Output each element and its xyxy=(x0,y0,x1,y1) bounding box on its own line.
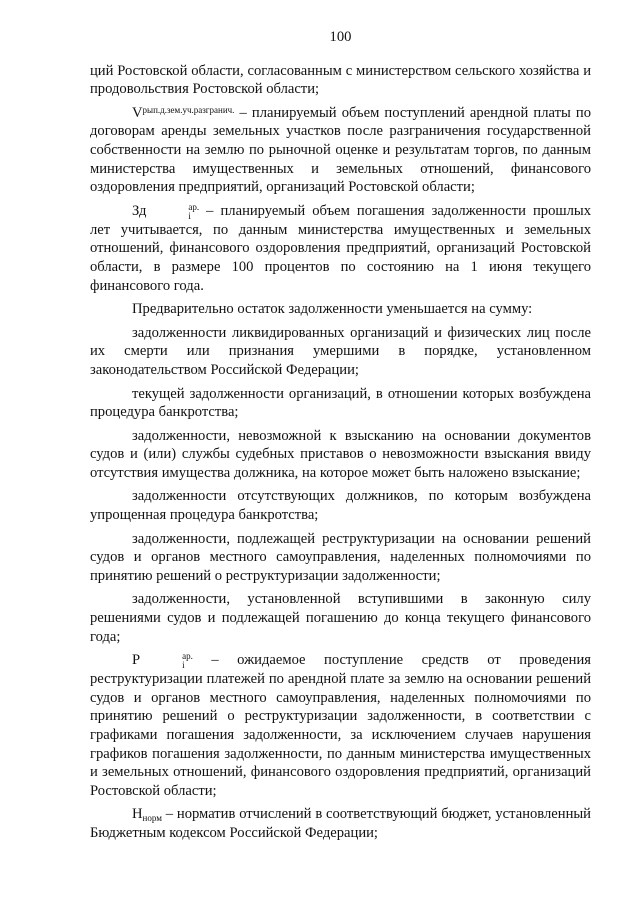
formula-superscript: ар. xyxy=(182,651,193,662)
paragraph-text: задолженности, подлежащей реструктуризации на основании решений судов и органов местного самоуправления, наделенных полномочиями по принятию решений о реструктуризации задолженности; xyxy=(90,530,591,584)
definition-p-restructuring xyxy=(90,651,591,800)
definition-v-rent xyxy=(90,104,591,197)
formula-symbol: V xyxy=(132,104,143,121)
formula-subscript: i xyxy=(188,210,191,221)
list-item-restructuring xyxy=(90,530,591,586)
formula-symbol: P xyxy=(132,652,141,669)
definition-n-norm xyxy=(90,805,591,842)
formula-symbol: Н xyxy=(132,806,143,823)
definition-text: – планируемый объем погашения задолженности прошлых лет учитывается, по данным министерства имущественных и земельных отношений, финансового оздоровления предприятий, организаций Ростовской области, в размере 100 процентов по состоянию на 1 июня текущего финансового года. xyxy=(90,202,591,294)
page-number: 100 xyxy=(329,29,352,45)
definition-text: – планируемый объем поступлений арендной платы по договорам аренды земельных участков после разграничения государственной собственности на землю по рыночной оценке и результатам торгов, по данным министерства имущественных и земельных отношений, финансового оздоровления предприятий, организаций Ростовской области; xyxy=(90,104,591,196)
definition-text: – ожидаемое поступление средств от проведения реструктуризации платежей по арендной плате за землю на основании решений судов и органов местного самоуправления, наделенных полномочиями по принятию решений о реструктуризации задолженности, в соответствии с графиками погашения задолженности, за исключением случаев нарушения графиков погашения задолженности, по данным министерства имущественных и земельных отношений, финансового оздоровления предприятий, организаций Ростовской области; xyxy=(90,652,591,799)
list-item-court-decisions xyxy=(90,590,591,646)
list-item-liquidated xyxy=(90,324,591,380)
formula-superscript: ар. xyxy=(188,201,200,212)
list-item-bankruptcy xyxy=(90,385,591,422)
formula-subscript: i xyxy=(182,660,185,671)
paragraph-text: задолженности, невозможной к взысканию на основании документов судов и (или) службы судебных приставов о невозможности взыскания ввиду отсутствия имущества должника, на которое может быть наложено взыскание; xyxy=(90,427,591,481)
definition-text: – норматив отчислений в соответствующий бюджет, установленный Бюджетным кодексом Российской Федерации; xyxy=(90,806,591,841)
paragraph-text: текущей задолженности организаций, в отношении которых возбуждена процедура банкротства; xyxy=(90,385,591,421)
formula-superscript: рып.д.зем.уч.разгранич. xyxy=(142,104,235,115)
formula-symbol: Зд xyxy=(132,202,147,219)
paragraph-text: задолженности, установленной вступившими в законную силу решениями судов и подлежащей погашению до конца текущего финансового года; xyxy=(90,591,591,645)
list-item-absent-debtors xyxy=(90,487,591,524)
paragraph-reduction-intro xyxy=(90,300,591,319)
formula-subscript: норм xyxy=(142,813,162,824)
paragraph-continuation xyxy=(90,62,591,99)
paragraph-text: Предварительно остаток задолженности уменьшается на сумму: xyxy=(132,301,533,318)
paragraph-text: задолженности ликвидированных организаций и физических лиц после их смерти или признания умершими в порядке, установленном законодательством Российской Федерации; xyxy=(90,324,591,378)
paragraph-text: задолженности отсутствующих должников, по которым возбуждена упрощенная процедура банкротства; xyxy=(90,488,591,524)
definition-zd-debt xyxy=(90,202,591,295)
list-item-uncollectable xyxy=(90,427,591,483)
paragraph-text: ций Ростовской области, согласованным с министерством сельского хозяйства и продовольствия Ростовской области; xyxy=(90,62,591,98)
